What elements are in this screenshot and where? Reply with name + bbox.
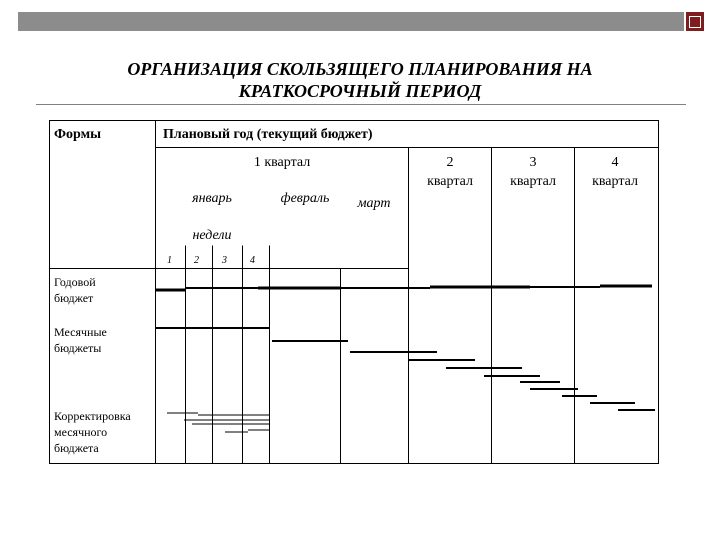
- correction-bars: [167, 413, 270, 432]
- table-grid: [50, 121, 659, 464]
- row-correction-line3: бюджета: [54, 441, 99, 455]
- monthly-budget-bars: [155, 328, 655, 410]
- month-feb: февраль: [280, 191, 330, 206]
- title-line-1: ОРГАНИЗАЦИЯ СКОЛЬЗЯЩЕГО ПЛАНИРОВАНИЯ НА: [127, 59, 593, 79]
- q3-num: 3: [529, 155, 537, 170]
- annual-budget-bars: [155, 286, 652, 290]
- week-2: 2: [194, 255, 199, 266]
- weeks-label: недели: [192, 228, 232, 243]
- forms-header: Формы: [54, 127, 102, 142]
- row-monthly-line1: Месячные: [54, 325, 107, 339]
- row-monthly-line2: бюджеты: [54, 341, 102, 355]
- q2-num: 2: [446, 155, 454, 170]
- q1-header: 1 квартал: [253, 155, 311, 170]
- plan-year-header: Плановый год (текущий бюджет): [163, 127, 373, 142]
- week-3: 3: [222, 255, 227, 266]
- q2-word: квартал: [427, 174, 473, 189]
- week-4: 4: [250, 255, 255, 266]
- row-annual-line2: бюджет: [54, 291, 94, 305]
- row-annual-line1: Годовой: [54, 275, 96, 289]
- week-1: 1: [167, 255, 172, 266]
- q4-num: 4: [611, 155, 619, 170]
- month-jan: январь: [192, 191, 232, 206]
- month-mar: март: [357, 196, 391, 211]
- q4-word: квартал: [592, 174, 638, 189]
- title-line-2: КРАТКОСРОЧНЫЙ ПЕРИОД: [238, 81, 482, 101]
- q3-word: квартал: [510, 174, 556, 189]
- row-correction-line2: месячного: [54, 425, 108, 439]
- row-correction-line1: Корректировка: [54, 409, 131, 423]
